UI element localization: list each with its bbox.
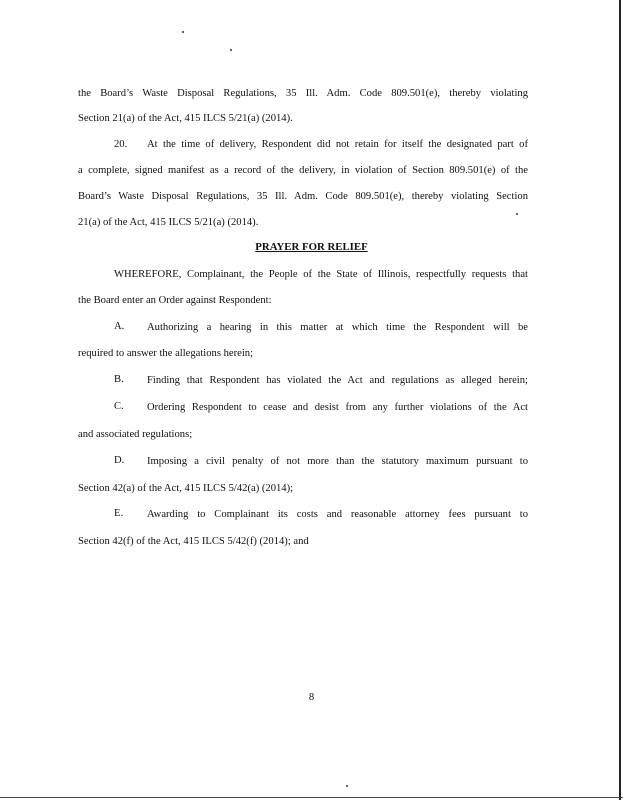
paragraph-number: 20. — [114, 139, 128, 150]
text-line: a complete, signed manifest as a record of the delivery, in violation of Section 809.501(e) of the — [78, 165, 528, 176]
page-number: 8 — [308, 692, 315, 703]
text-line: At the time of delivery, Respondent did not retain for itself the designated part of — [147, 139, 528, 150]
text-line: the Board enter an Order against Respondent: — [78, 295, 272, 306]
scan-edge-bottom — [0, 797, 623, 798]
item-letter: C. — [114, 401, 124, 412]
text-line: Board’s Waste Disposal Regulations, 35 Ill. Adm. Code 809.501(e), thereby violating Section — [78, 191, 528, 202]
text-line: Section 42(f) of the Act, 415 ILCS 5/42(f) (2014); and — [78, 536, 309, 547]
scan-speck — [230, 49, 232, 51]
item-letter: A. — [114, 321, 125, 332]
text-line: required to answer the allegations herein; — [78, 348, 254, 359]
text-line: Ordering Respondent to cease and desist from any further violations of the Act — [147, 402, 528, 413]
text-line: Authorizing a hearing in this matter at which time the Respondent will be — [147, 322, 528, 333]
text-line: Section 42(a) of the Act, 415 ILCS 5/42(a) (2014); — [78, 483, 294, 494]
text-line: Awarding to Complainant its costs and reasonable attorney fees pursuant to — [147, 509, 528, 520]
text-line: WHEREFORE, Complainant, the People of the State of Illinois, respectfully requests that — [114, 269, 528, 280]
scan-edge-right — [619, 0, 621, 800]
text-line: the Board’s Waste Disposal Regulations, 35 Ill. Adm. Code 809.501(e), thereby violating — [78, 88, 528, 99]
text-line: Section 21(a) of the Act, 415 ILCS 5/21(a) (2014). — [78, 113, 293, 124]
text-line: 21(a) of the Act, 415 ILCS 5/21(a) (2014). — [78, 217, 259, 228]
scan-speck — [182, 31, 184, 33]
text-line: and associated regulations; — [78, 429, 193, 440]
text-line: Imposing a civil penalty of not more than the statutory maximum pursuant to — [147, 456, 528, 467]
scan-speck — [516, 213, 518, 215]
scan-speck — [346, 785, 348, 787]
item-letter: B. — [114, 374, 124, 385]
text-line: Finding that Respondent has violated the Act and regulations as alleged herein; — [147, 375, 528, 386]
item-letter: E. — [114, 508, 124, 519]
section-heading: PRAYER FOR RELIEF — [255, 241, 368, 253]
item-letter: D. — [114, 455, 125, 466]
